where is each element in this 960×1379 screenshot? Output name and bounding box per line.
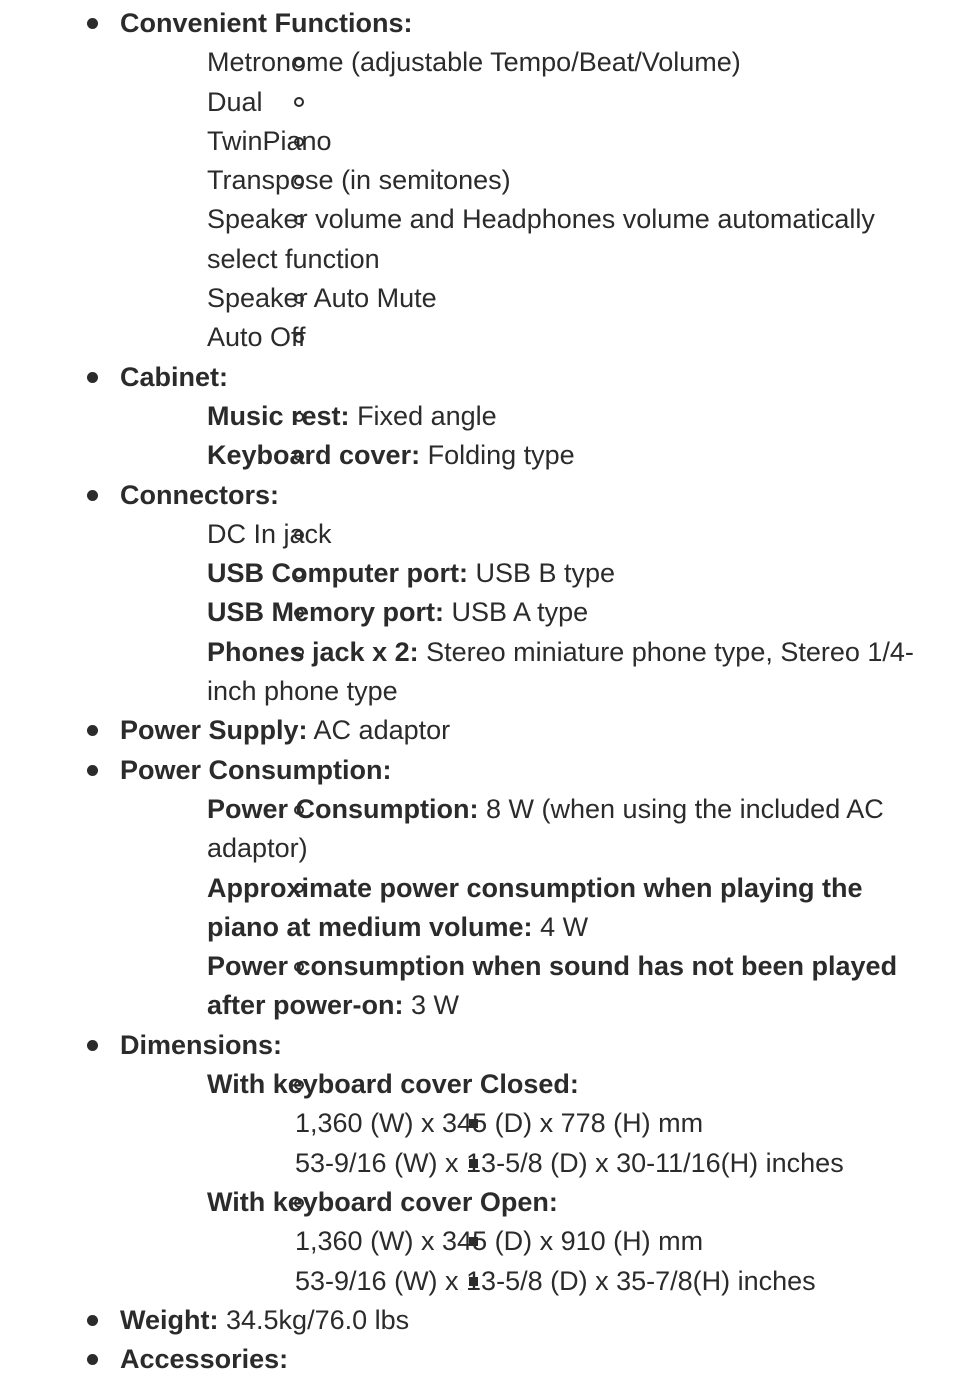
list-item bbox=[207, 1222, 960, 1261]
list-item bbox=[120, 869, 960, 948]
item-value: Speaker volume and Headphones volume automatically select function bbox=[207, 204, 875, 274]
section-value: AC adaptor bbox=[313, 715, 451, 746]
circle-bullet-icon bbox=[294, 436, 304, 475]
item-label: Power Consumption: bbox=[207, 793, 479, 824]
spec-sections bbox=[0, 4, 960, 1379]
item-value: 53-9/16 (W) x 13-5/8 (D) x 30-11/16(H) inches bbox=[295, 1147, 844, 1178]
item-label: USB Memory port: bbox=[207, 597, 445, 628]
item-value: Stereo miniature phone type, Stereo 1/4-inch phone type bbox=[207, 636, 914, 707]
item-label: With keyboard cover Closed: bbox=[207, 1069, 579, 1100]
list-item bbox=[120, 1183, 960, 1301]
item-value: 3 W bbox=[411, 990, 460, 1021]
section-cabinet bbox=[0, 358, 960, 476]
list-item bbox=[120, 790, 960, 869]
section-accessories bbox=[0, 1340, 960, 1379]
list-item bbox=[120, 1065, 960, 1183]
list-item bbox=[120, 83, 960, 122]
list-item bbox=[120, 436, 960, 475]
disc-bullet-icon bbox=[87, 711, 98, 750]
list-item bbox=[207, 1144, 960, 1183]
section-label: Power Supply: bbox=[120, 715, 308, 746]
disc-bullet-icon bbox=[87, 1301, 98, 1340]
circle-bullet-icon bbox=[294, 200, 304, 239]
square-bullet-icon bbox=[469, 1222, 478, 1261]
list-item bbox=[120, 43, 960, 82]
section-label: Convenient Functions: bbox=[120, 8, 413, 38]
list-item bbox=[120, 633, 960, 712]
item-value: Folding type bbox=[427, 440, 575, 471]
item-value: Dual bbox=[207, 86, 263, 117]
list-item bbox=[120, 318, 960, 357]
list-item bbox=[120, 947, 960, 1026]
item-label: Power consumption when sound has not been played after power-on: bbox=[207, 951, 898, 1021]
item-value: 4 W bbox=[540, 911, 589, 942]
item-value: Auto Off bbox=[207, 322, 306, 353]
section-dimensions bbox=[0, 1026, 960, 1301]
item-value: 1,360 (W) x 345 (D) x 910 (H) mm bbox=[295, 1226, 704, 1257]
circle-bullet-icon bbox=[294, 83, 304, 122]
circle-bullet-icon bbox=[294, 122, 304, 161]
item-value: USB B type bbox=[475, 558, 616, 589]
disc-bullet-icon bbox=[87, 4, 98, 43]
item-label: USB Computer port: bbox=[207, 558, 468, 589]
circle-bullet-icon bbox=[294, 947, 304, 986]
list-item bbox=[120, 122, 960, 161]
disc-bullet-icon bbox=[87, 476, 98, 515]
section-value: 34.5kg/76.0 lbs bbox=[226, 1304, 410, 1335]
section-label: Power Consumption: bbox=[120, 754, 392, 785]
circle-bullet-icon bbox=[294, 790, 304, 829]
section-label: Weight: bbox=[120, 1304, 219, 1335]
item-value: TwinPiano bbox=[207, 125, 332, 156]
section-label: Dimensions: bbox=[120, 1029, 283, 1060]
item-value: Metronome (adjustable Tempo/Beat/Volume) bbox=[207, 47, 741, 78]
item-value: DC In jack bbox=[207, 518, 332, 549]
square-bullet-icon bbox=[469, 1104, 478, 1143]
section-label: Connectors: bbox=[120, 479, 280, 510]
item-label: Keyboard cover: bbox=[207, 440, 421, 471]
square-bullet-icon bbox=[469, 1262, 478, 1301]
circle-bullet-icon bbox=[294, 397, 304, 436]
section-label: Accessories: bbox=[120, 1344, 289, 1375]
circle-bullet-icon bbox=[294, 554, 304, 593]
list-item bbox=[207, 1262, 960, 1301]
item-value: 53-9/16 (W) x 13-5/8 (D) x 35-7/8(H) inches bbox=[295, 1265, 816, 1296]
list-item bbox=[120, 593, 960, 632]
item-label: Music rest: bbox=[207, 400, 350, 431]
circle-bullet-icon bbox=[294, 1183, 304, 1222]
circle-bullet-icon bbox=[294, 869, 304, 908]
circle-bullet-icon bbox=[294, 279, 304, 318]
square-bullet-icon bbox=[469, 1144, 478, 1183]
circle-bullet-icon bbox=[294, 318, 304, 357]
disc-bullet-icon bbox=[87, 1026, 98, 1065]
item-label: Phones jack x 2: bbox=[207, 636, 419, 667]
section-weight bbox=[0, 1301, 960, 1340]
section-convenient-functions bbox=[0, 4, 960, 358]
list-item bbox=[120, 200, 960, 279]
item-value: 8 W (when using the included AC adaptor) bbox=[207, 793, 884, 864]
item-value: 1,360 (W) x 345 (D) x 778 (H) mm bbox=[295, 1108, 704, 1139]
spec-list bbox=[0, 4, 960, 1379]
circle-bullet-icon bbox=[294, 43, 304, 82]
list-item bbox=[120, 515, 960, 554]
circle-bullet-icon bbox=[294, 1065, 304, 1104]
section-label: Cabinet: bbox=[120, 361, 228, 392]
section-connectors bbox=[0, 476, 960, 712]
item-label: Approximate power consumption when playing the piano at medium volume: bbox=[207, 872, 863, 942]
disc-bullet-icon bbox=[87, 358, 98, 397]
list-item bbox=[120, 279, 960, 318]
item-value: Transpose (in semitones) bbox=[207, 165, 511, 196]
section-power-supply bbox=[0, 711, 960, 750]
list-item bbox=[120, 554, 960, 593]
item-value: Fixed angle bbox=[357, 400, 497, 431]
circle-bullet-icon bbox=[294, 161, 304, 200]
circle-bullet-icon bbox=[294, 593, 304, 632]
list-item bbox=[120, 397, 960, 436]
circle-bullet-icon bbox=[294, 515, 304, 554]
item-label: With keyboard cover Open: bbox=[207, 1186, 558, 1217]
disc-bullet-icon bbox=[87, 1340, 98, 1379]
disc-bullet-icon bbox=[87, 751, 98, 790]
circle-bullet-icon bbox=[294, 633, 304, 672]
section-power-consumption bbox=[0, 751, 960, 1026]
list-item bbox=[207, 1104, 960, 1143]
item-value: USB A type bbox=[451, 597, 589, 628]
item-value: Speaker Auto Mute bbox=[207, 283, 437, 314]
list-item bbox=[120, 161, 960, 200]
